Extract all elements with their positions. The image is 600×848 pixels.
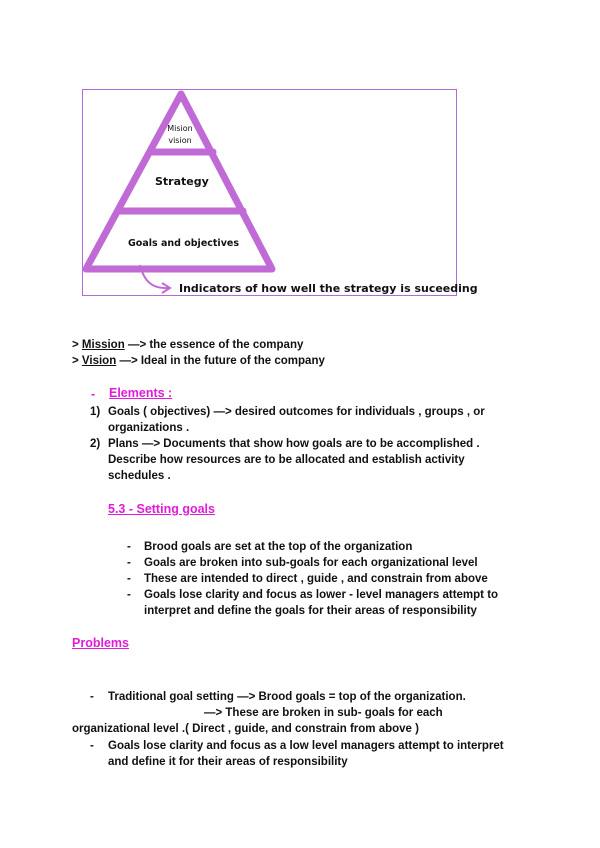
list-bullet: - — [127, 541, 131, 553]
setting-goals-item: These are intended to direct , guide , and constrain from above — [144, 573, 488, 585]
elements-item-line: organizations . — [108, 422, 190, 434]
problems-item-continued: organizational level .( Direct , guide, and constrain from above ) — [72, 723, 419, 735]
pyramid-label-goals: Goals and objectives — [128, 238, 239, 249]
list-bullet: - — [127, 573, 131, 585]
problems-heading: Problems — [72, 636, 129, 650]
definition-vision — [72, 353, 325, 369]
setting-goals-item: Brood goals are set at the top of the organization — [144, 541, 413, 553]
pyramid-label-strategy: Strategy — [155, 175, 209, 188]
definition-term: Vision — [81, 355, 117, 367]
elements-heading: Elements : — [109, 386, 173, 400]
problems-item: Goals lose clarity and focus as a low level managers attempt to interpret — [108, 740, 504, 752]
elements-item-line: Describe how resources are to be allocated and establish activity — [108, 454, 465, 466]
definition-text: —> the essence of the company — [127, 339, 304, 351]
pyramid-caption: Indicators of how well the strategy is suceeding — [179, 282, 478, 295]
elements-item-line: schedules . — [108, 470, 171, 482]
list-bullet: - — [90, 740, 94, 752]
elements-item-number: 2) — [90, 438, 101, 450]
setting-goals-item: Goals are broken into sub-goals for each organizational level — [144, 557, 478, 569]
pyramid-diagram — [82, 89, 457, 296]
definition-prefix: > — [72, 355, 79, 367]
problems-item-continued: —> These are broken in sub- goals for each — [204, 707, 443, 719]
elements-bullet: - — [91, 387, 96, 401]
definition-text: —> Ideal in the future of the company — [119, 355, 325, 367]
list-bullet: - — [90, 691, 94, 703]
elements-item-line: Goals ( objectives) —> desired outcomes for individuals , groups , or — [108, 406, 485, 418]
setting-goals-heading: 5.3 - Setting goals — [108, 502, 215, 516]
setting-goals-item-continued: interpret and define the goals for their areas of responsibility — [144, 605, 477, 617]
definition-mission — [72, 337, 303, 353]
list-bullet: - — [127, 557, 131, 569]
setting-goals-item: Goals lose clarity and focus as lower - level managers attempt to — [144, 589, 499, 601]
list-bullet: - — [127, 589, 131, 601]
elements-item-number: 1) — [90, 406, 101, 418]
elements-item-line: Plans —> Documents that show how goals are to be accomplished . — [108, 438, 480, 450]
problems-item: Traditional goal setting —> Brood goals = top of the organization. — [108, 691, 466, 703]
problems-item-continued: and define it for their areas of responsibility — [108, 756, 348, 768]
definition-prefix: > — [72, 339, 79, 351]
definition-term: Mission — [81, 339, 125, 351]
pyramid-label-mission: Mision vision — [167, 124, 193, 145]
